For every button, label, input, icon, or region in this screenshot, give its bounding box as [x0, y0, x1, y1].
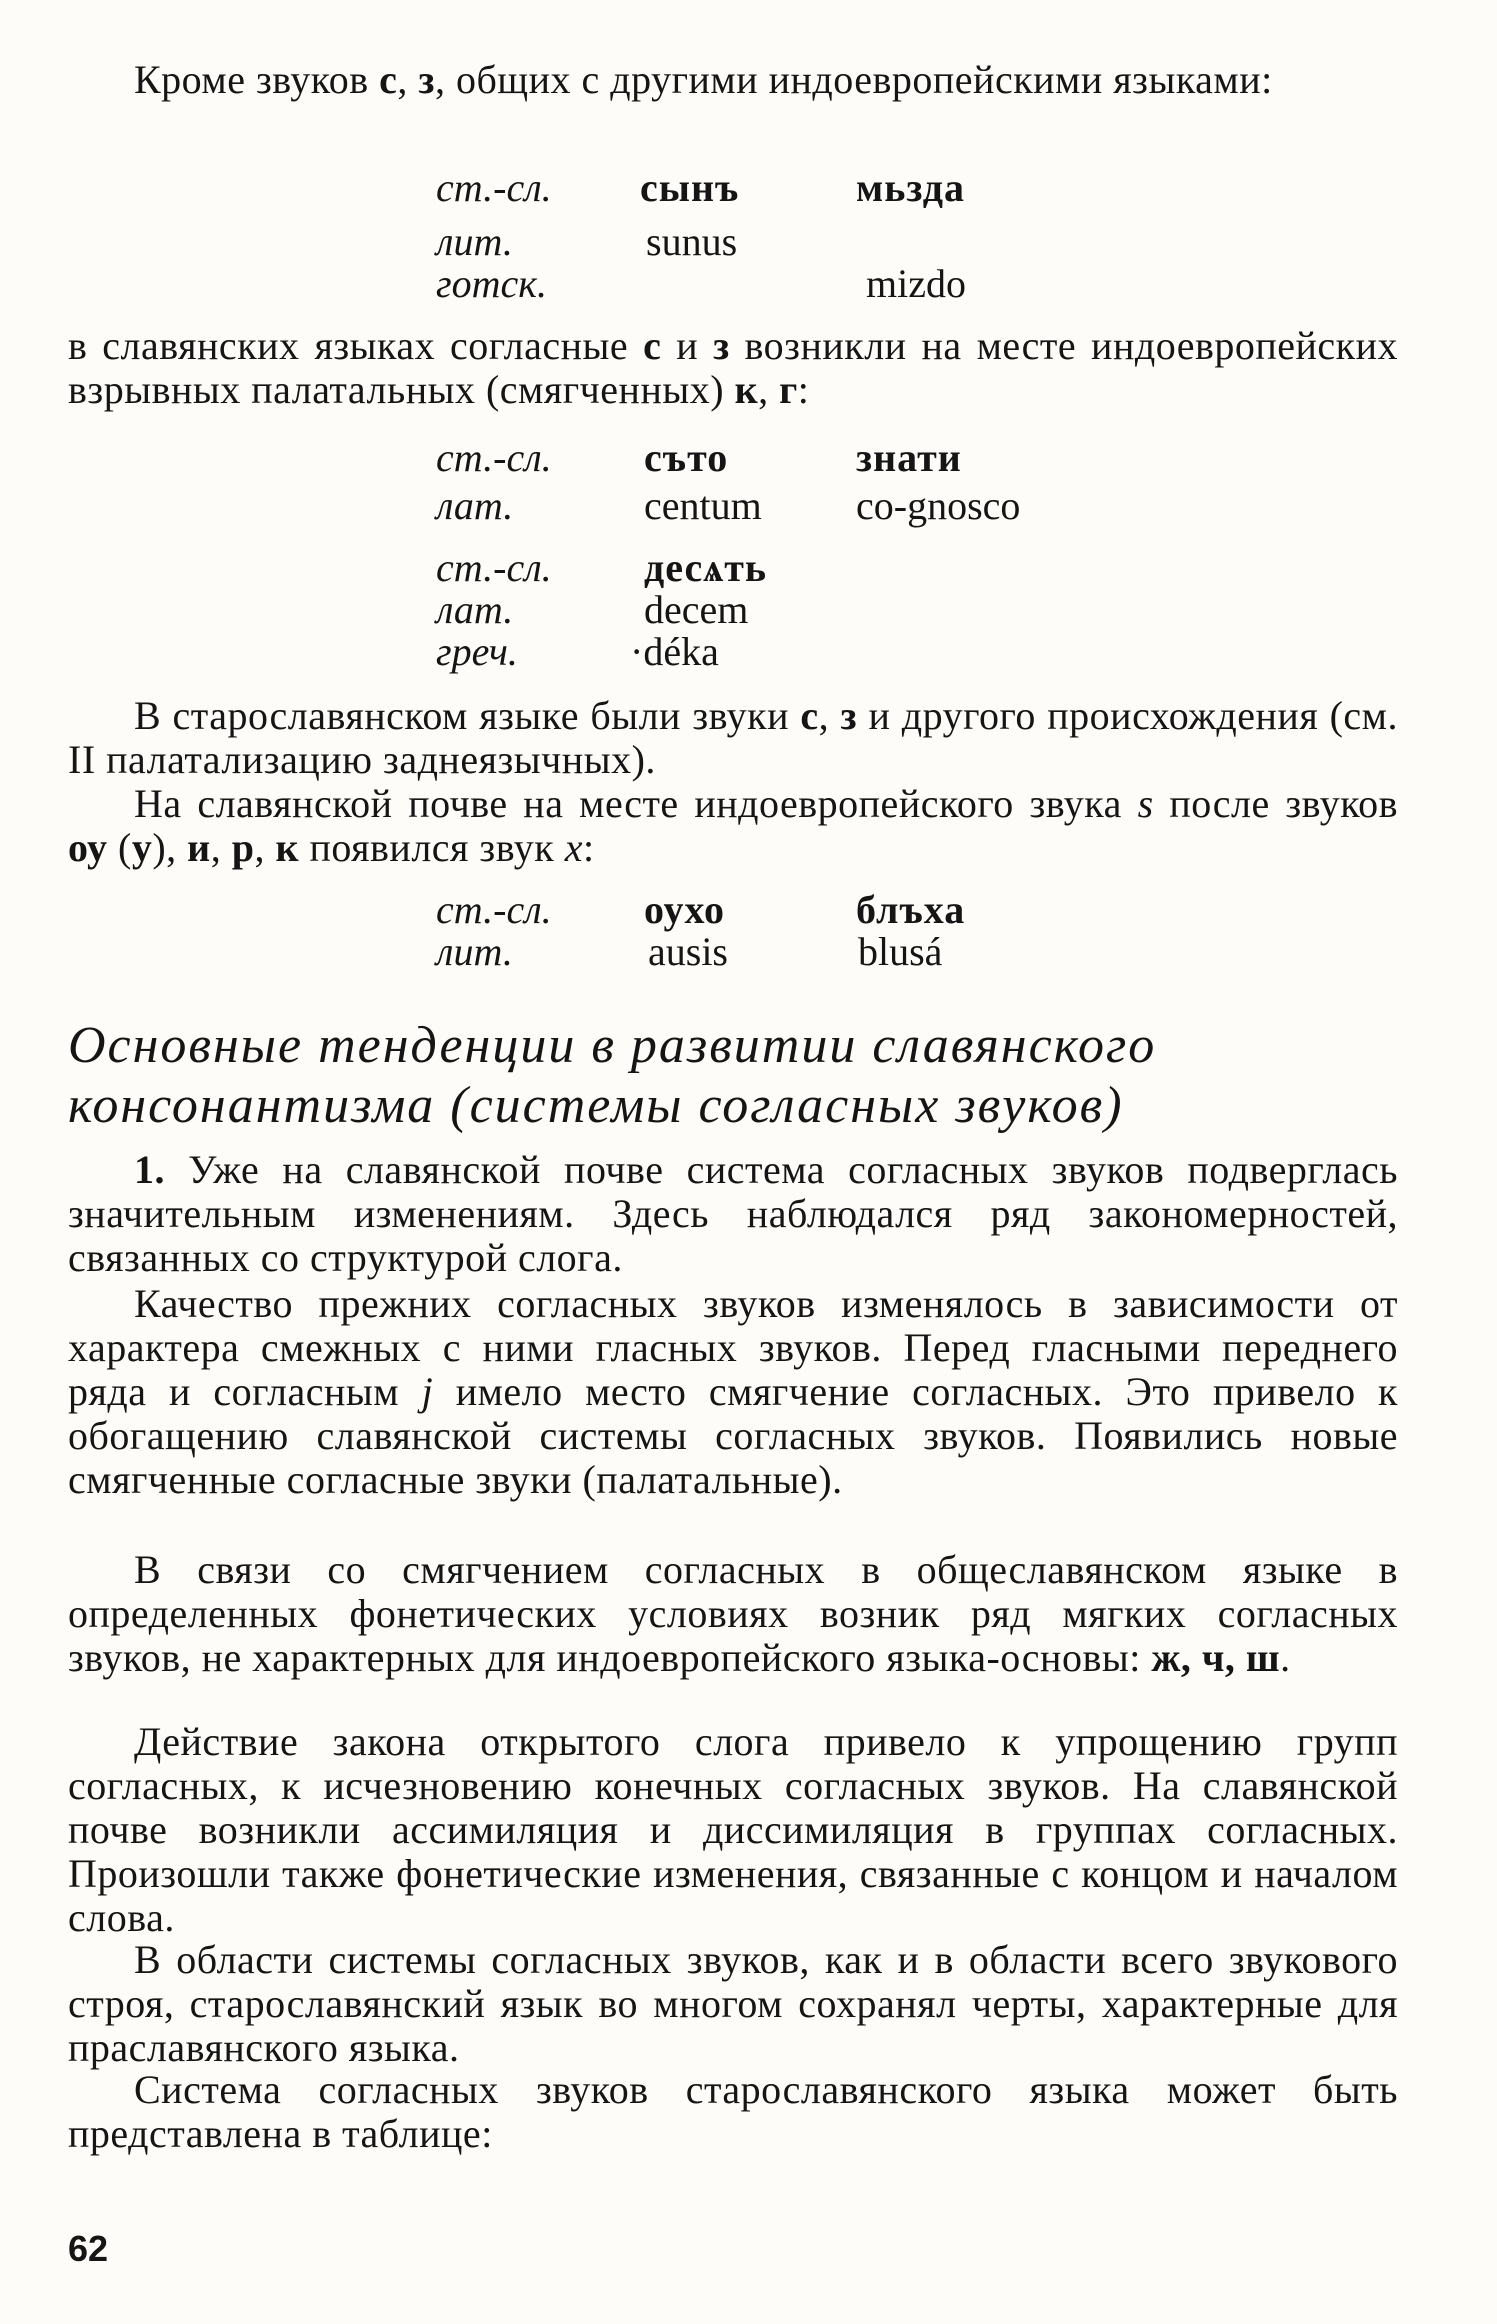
sound-g: г [779, 367, 798, 412]
paragraph-point-1 [68, 1148, 1398, 1280]
sounds-zh-ch-sh: ж, ч, ш [1151, 1635, 1281, 1680]
example-word: знати [856, 435, 962, 480]
text: На славянской почве на месте индоевропейского звука [134, 781, 1138, 826]
text: возникли на месте индоевропейских взрывных палатальных (смягченных) [68, 323, 1398, 412]
example-word: блъха [856, 887, 966, 932]
text: , общих с другими индоевропейскими языками: [434, 57, 1273, 102]
lang-label: ст.-сл. [436, 165, 552, 210]
sound-s: с [800, 693, 819, 738]
list-number: 1. [134, 1147, 165, 1192]
paragraph-soft-consonants [68, 1548, 1398, 1680]
lang-label: ст.-сл. [436, 435, 552, 480]
text: после звуков [1153, 781, 1398, 826]
sound-k: к [734, 367, 759, 412]
text: , [397, 57, 419, 102]
lang-label: лат. [436, 483, 514, 528]
text: , [254, 825, 276, 870]
example-word: sunus [646, 219, 738, 264]
sound-j: j [421, 1369, 434, 1414]
paragraph-table-intro: Система согласных звуков старославянского языка может быть представлена в таблице: [68, 2067, 1398, 2156]
text: ), [152, 825, 188, 870]
text: В связи со смягчением согласных в общеславянском языке в определенных фонетических условиях возник ряд мягких согласных звуков, не характерных для индоевропейского языка-основы: [68, 1547, 1398, 1680]
text: : [797, 367, 810, 412]
example-word: ausis [648, 929, 728, 974]
paragraph-intro [68, 58, 1398, 102]
text: ( [107, 825, 132, 870]
example-word: десѧть [644, 545, 768, 590]
sound-i: и [187, 825, 211, 870]
text: в славянских языках согласные [68, 323, 644, 368]
example-word: co-gnosco [856, 483, 1021, 528]
paragraph-other-origin [68, 694, 1398, 782]
sound-r: р [231, 825, 255, 870]
example-word: ·déka [630, 629, 719, 674]
text: . [1280, 1635, 1291, 1680]
sound-u: у [131, 825, 153, 870]
sound-k: к [275, 825, 299, 870]
lang-label: лит. [436, 219, 513, 264]
text: В старославянском языке были звуки [134, 693, 801, 738]
paragraph-palatal [68, 324, 1398, 412]
lang-label: ст.-сл. [436, 545, 552, 590]
lang-label: готск. [436, 261, 547, 306]
page-number: 62 [68, 2228, 109, 2269]
text: , [758, 367, 780, 412]
example-word: blusá [858, 929, 943, 974]
sound-s: с [643, 323, 662, 368]
paragraph-open-syllable: Действие закона открытого слога привело к упрощению групп согласных, к исчезновению конечных согласных звуков. На славянской почве возникли ассимиляция и диссимиляция в группах согласных. Произошли также фонетические изменения, связанные с концом и началом слова. [68, 1719, 1398, 1940]
text: и [661, 323, 714, 368]
text: Уже на славянской почве система согласных звуков подверглась значительным изменениям. Здесь наблюдался ряд закономерностей, связанных со структурой слога. [68, 1147, 1398, 1280]
text: и другого происхождения (см. II палатализацию заднеязычных). [68, 693, 1398, 782]
sound-z: з [840, 693, 858, 738]
sound-s-latin: s [1137, 781, 1154, 826]
sound-s: с [379, 57, 398, 102]
lang-label: ст.-сл. [436, 887, 552, 932]
example-word: centum [644, 483, 762, 528]
lang-label: лат. [436, 587, 514, 632]
paragraph-softening [68, 1282, 1398, 1502]
example-word: mizdo [866, 261, 966, 306]
lang-label: греч. [436, 629, 518, 674]
lang-label: лит. [436, 929, 513, 974]
section-heading: Основные тенденции в развитии славянского консонантизма (системы согласных звуков) [68, 1017, 1157, 1134]
example-word: decem [644, 587, 749, 632]
text: Качество прежних согласных звуков изменялось в зависимости от характера смежных с ними гласных звуков. Перед гласными переднего ряда и согласным [68, 1281, 1398, 1414]
example-word: съто [644, 435, 729, 480]
sound-x: х [564, 825, 583, 870]
text: : [582, 825, 595, 870]
example-word: сынъ [640, 165, 740, 210]
sound-z: з [418, 57, 435, 102]
paragraph-x-sound [68, 782, 1398, 870]
sound-ou: оу [68, 825, 108, 870]
sound-z: з [713, 323, 730, 368]
example-word: оухо [644, 887, 725, 932]
text: появился звук [298, 825, 565, 870]
text: , [818, 693, 841, 738]
text: Кроме звуков [134, 57, 380, 102]
example-word: мьзда [856, 165, 965, 210]
paragraph-proto-slavic: В области системы согласных звуков, как и в области всего звукового строя, старославянский язык во многом сохранял черты, характерные для праславянского языка. [68, 1937, 1398, 2070]
text: , [210, 825, 232, 870]
text: имело место смягчение согласных. Это привело к обогащению славянской системы согласных звуков. Появились новые смягченные согласные звуки (палатальные). [68, 1369, 1398, 1502]
